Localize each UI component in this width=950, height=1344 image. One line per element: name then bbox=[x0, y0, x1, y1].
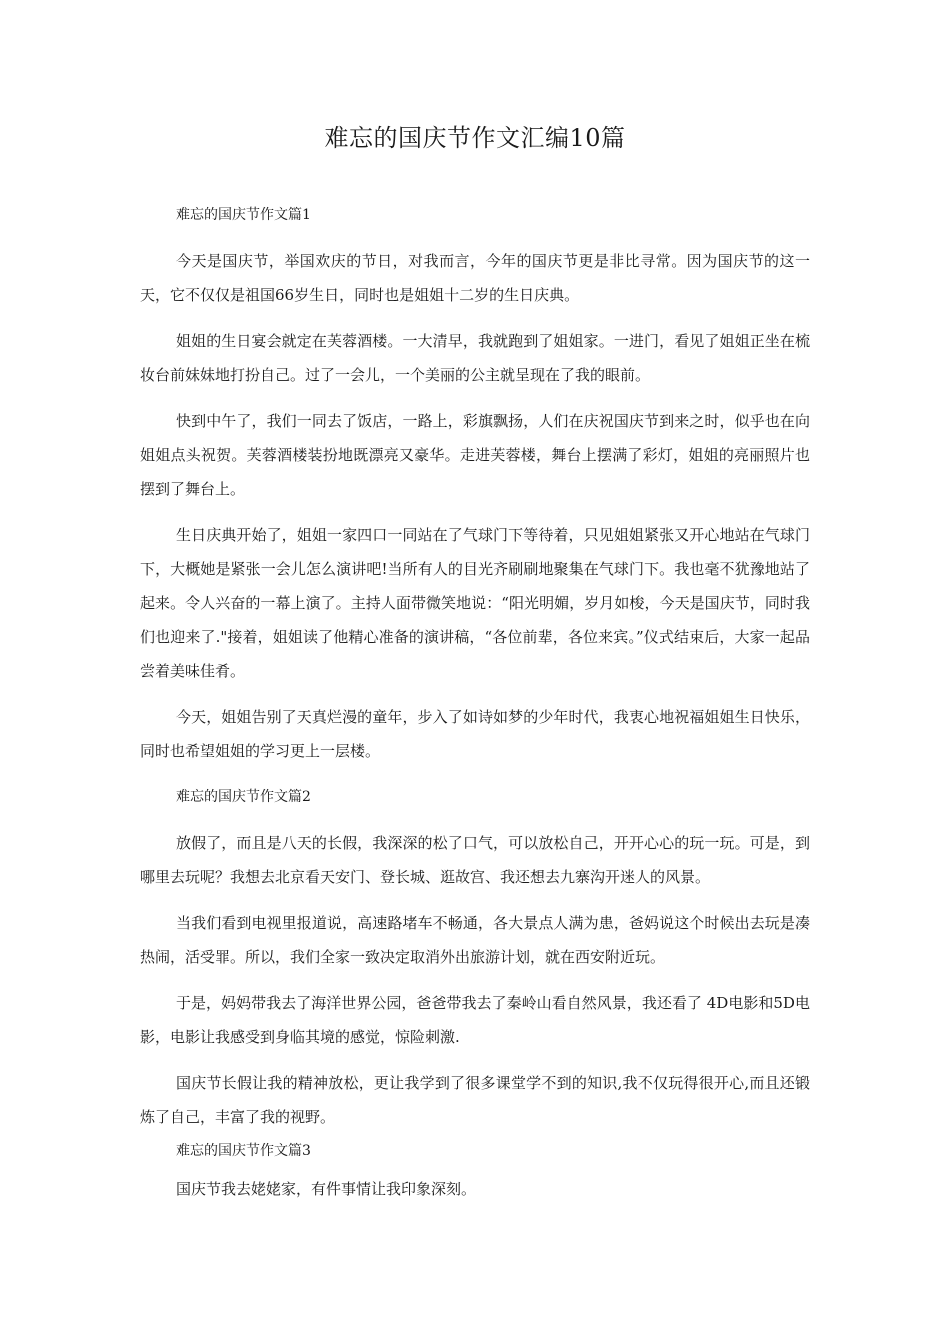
paragraph: 今天是国庆节，举国欢庆的节日，对我而言，今年的国庆节更是非比寻常。因为国庆节的这一天，它不仅仅是祖国66岁生日，同时也是姐姐十二岁的生日庆典。 bbox=[140, 252, 810, 304]
paragraph: 于是，妈妈带我去了海洋世界公园，爸爸带我去了秦岭山看自然风景，我还看了 4D电影和5D电影，电影让我感受到身临其境的感觉，惊险刺激. bbox=[140, 994, 810, 1046]
paragraph: 国庆节我去姥姥家，有件事情让我印象深刻。 bbox=[176, 1180, 477, 1198]
paragraph: 快到中午了，我们一同去了饭店，一路上，彩旗飘扬，人们在庆祝国庆节到来之时，似乎也在向姐姐点头祝贺。芙蓉酒楼装扮地既漂亮又豪华。走进芙蓉楼，舞台上摆满了彩灯，姐姐的亮丽照片也摆到了舞台上。 bbox=[140, 412, 810, 498]
paragraph: 放假了，而且是八天的长假，我深深的松了口气，可以放松自己，开开心心的玩一玩。可是，到哪里去玩呢？我想去北京看天安门、登长城、逛故宫、我还想去九寨沟开迷人的风景。 bbox=[140, 834, 810, 886]
paragraph: 国庆节长假让我的精神放松，更让我学到了很多课堂学不到的知识,我不仅玩得很开心,而且还锻炼了自己，丰富了我的视野。 bbox=[140, 1074, 810, 1126]
paragraph: 生日庆典开始了，姐姐一家四口一同站在了气球门下等待着，只见姐姐紧张又开心地站在气球门下，大概她是紧张一会儿怎么演讲吧!当所有人的目光齐刷刷地聚集在气球门下。我也毫不犹豫地站了起来。令人兴奋的一幕上演了。主持人面带微笑地说：“阳光明媚，岁月如梭，今天是国庆节，同时我们也迎来了."接着，姐姐读了他精心准备的演讲稿，“各位前辈，各位来宾。”仪式结束后，大家一起品尝着美味佳肴。 bbox=[140, 526, 810, 680]
section-heading: 难忘的国庆节作文篇2 bbox=[176, 789, 311, 805]
paragraph: 今天，姐姐告别了天真烂漫的童年，步入了如诗如梦的少年时代，我衷心地祝福姐姐生日快乐，同时也希望姐姐的学习更上一层楼。 bbox=[140, 708, 810, 760]
paragraph: 姐姐的生日宴会就定在芙蓉酒楼。一大清早，我就跑到了姐姐家。一进门，看见了姐姐正坐在梳妆台前妹妹地打扮自己。过了一会儿，一个美丽的公主就呈现在了我的眼前。 bbox=[140, 332, 810, 384]
document-body bbox=[140, 198, 810, 1206]
paragraph: 当我们看到电视里报道说，高速路堵车不畅通，各大景点人满为患，爸妈说这个时候出去玩是凑热闹，活受罪。所以，我们全家一致决定取消外出旅游计划，就在西安附近玩。 bbox=[140, 914, 810, 966]
section-heading: 难忘的国庆节作文篇3 bbox=[176, 1143, 311, 1159]
section-heading: 难忘的国庆节作文篇1 bbox=[176, 207, 311, 223]
document-title: 难忘的国庆节作文汇编10篇 bbox=[324, 124, 626, 152]
